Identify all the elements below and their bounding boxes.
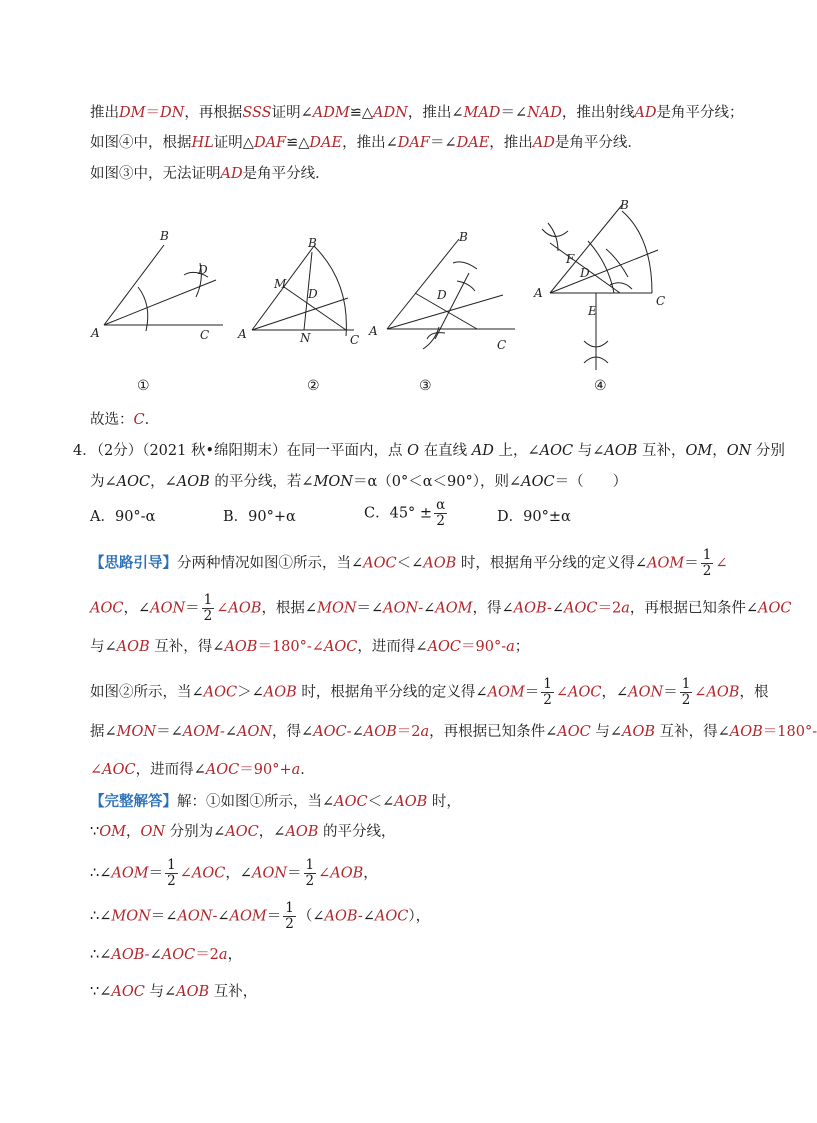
figure-1 xyxy=(88,225,228,350)
solution-line-5: ∴∠AOB-∠AOC＝2a， xyxy=(90,947,243,963)
hint-line-5: 据∠MON＝∠AOM-∠AON，得∠AOC-∠AOB＝2a，再根据已知条件∠AOC 与∠AOB 互补，得∠AOB＝180°- xyxy=(90,724,817,740)
answer-line: 故选：C． xyxy=(90,412,160,428)
hint-line-1: 【思路引导】分两种情况如图①所示，当∠AOC＜∠AOB 时，根据角平分线的定义得∠AOM＝ $\frac{1}{2}$ ∠ xyxy=(90,547,728,579)
label-c: C xyxy=(200,328,210,342)
solution-line-1: 【完整解答】解：①如图①所示，当∠AOC＜∠AOB 时， xyxy=(90,793,461,810)
option-d[interactable]: D．90°±α xyxy=(497,509,571,525)
label-d: D xyxy=(580,266,590,280)
hint-line-3: 与∠AOB 互补，得∠AOB＝180°-∠AOC，进而得∠AOC＝90°-a； xyxy=(90,639,530,655)
label-a: A xyxy=(369,324,378,338)
ray-ab xyxy=(387,239,459,329)
figure-1-caption: ① xyxy=(137,378,150,394)
figure-3-caption: ③ xyxy=(419,378,432,394)
arc-bc xyxy=(314,246,346,336)
option-b[interactable]: B．90°+α xyxy=(223,509,296,525)
arc-small xyxy=(588,241,614,293)
label-b: B xyxy=(160,229,169,243)
solution-line-4: ∴∠MON＝∠AON-∠AOM＝ $\frac{1}{2}$ （∠AOB-∠AOC）， xyxy=(90,900,431,932)
figure-4-caption: ④ xyxy=(594,378,607,394)
label-n: N xyxy=(300,331,311,345)
label-m: M xyxy=(274,277,287,291)
arc-1 xyxy=(453,262,477,269)
figure-2 xyxy=(234,232,374,350)
solution-line-2: ∵OM，ON 分别为∠AOC，∠AOB 的平分线， xyxy=(90,824,396,840)
figure-2-caption: ② xyxy=(307,378,320,394)
label-f: F xyxy=(566,252,575,266)
label-a: A xyxy=(534,286,543,300)
label-b: B xyxy=(308,236,317,250)
label-c: C xyxy=(656,294,666,308)
solution-line-6: ∵∠AOC 与∠AOB 互补， xyxy=(90,984,258,1000)
text-line-1: 推出DM＝DN，再根据SSS证明∠ADM≌△ADN，推出∠MAD＝∠NAD，推出射线AD是角平分线； xyxy=(90,105,744,121)
arc-4 xyxy=(423,327,439,349)
label-a: A xyxy=(91,326,100,340)
ray-ad xyxy=(252,298,348,330)
option-c[interactable]: C．45° ± $\frac{\alpha}{2}$ xyxy=(364,497,446,529)
label-b: B xyxy=(620,198,629,212)
label-a: A xyxy=(238,327,247,341)
question-4-line-1: 4．（2分）（2021 秋•绵阳期末）在同一平面内，点 O 在直线 AD 上，∠AOC 与∠AOB 互补，OM，ON 分别 xyxy=(73,443,785,459)
label-e: E xyxy=(588,304,597,318)
label-d: D xyxy=(308,287,318,301)
text-line-2: 如图④中，根据HL证明△DAF≌△DAE，推出∠DAF＝∠DAE，推出AD是角平分线． xyxy=(90,135,642,151)
question-4-line-2: 为∠AOC，∠AOB 的平分线，若∠MON＝α（0°＜α＜90°），则∠AOC＝（ ） xyxy=(90,474,628,490)
hint-line-4: 如图②所示，当∠AOC＞∠AOB 时，根据角平分线的定义得∠AOM＝ $\frac{1}{2}$ ∠AOC，∠AON＝ $\frac{1}{2}$ ∠AOB，根 xyxy=(90,676,769,708)
arc-big xyxy=(622,211,652,293)
label-b: B xyxy=(459,230,468,244)
figure-3 xyxy=(365,225,520,353)
label-d: D xyxy=(437,288,447,302)
solution-line-3: ∴∠AOM＝ $\frac{1}{2}$ ∠AOC，∠AON＝ $\frac{1}{2}$ ∠AOB， xyxy=(90,857,378,889)
fraction-alpha-2: $\frac{\alpha}{2}$ xyxy=(436,497,446,529)
text-line-3: 如图③中，无法证明AD是角平分线． xyxy=(90,166,330,182)
figure-4 xyxy=(528,195,678,375)
hint-line-2: AOC，∠AON＝ $\frac{1}{2}$ ∠AOB，根据∠MON＝∠AON-∠AOM，得∠AOB-∠AOC＝2a，再根据已知条件∠AOC xyxy=(90,592,792,624)
option-a[interactable]: A．90°-α xyxy=(90,509,156,525)
hint-line-6: ∠AOC，进而得∠AOC＝90°+a． xyxy=(90,762,315,778)
arc-2 xyxy=(457,281,475,291)
label-c: C xyxy=(497,338,507,352)
label-d: D xyxy=(198,263,208,277)
label-c: C xyxy=(350,333,360,347)
